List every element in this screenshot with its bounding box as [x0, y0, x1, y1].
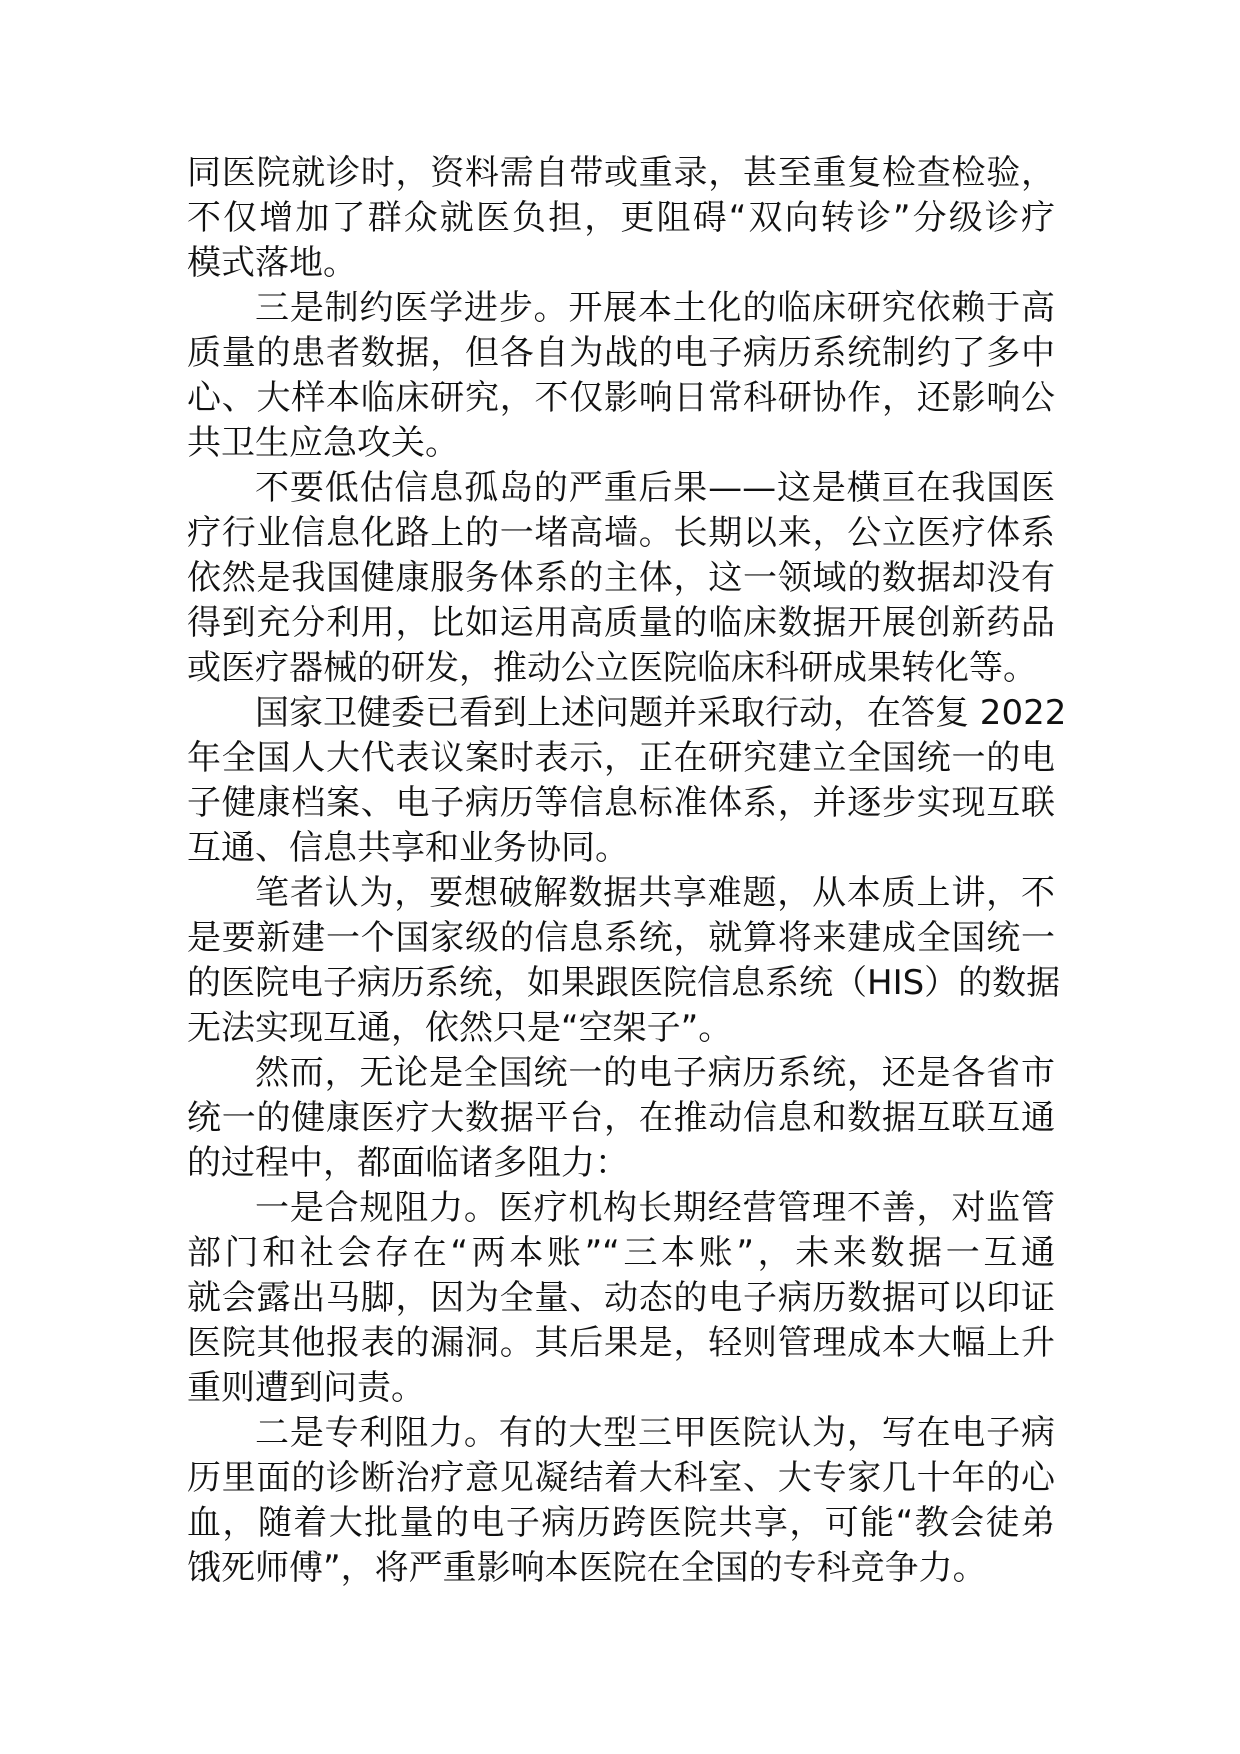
text-line: 部门和社会存在“两本账”“三本账”，未来数据一互通	[187, 1233, 1055, 1273]
body-text	[187, 151, 1067, 1591]
text-line: 不仅增加了群众就医负担，更阻碍“双向转诊”分级诊疗	[187, 198, 1055, 238]
paragraph-start-line: 三是制约医学进步。开展本土化的临床研究依赖于高	[255, 288, 1055, 328]
text-line: 重则遭到问责。	[187, 1368, 425, 1408]
text-line: 共卫生应急攻关。	[187, 423, 459, 463]
text-line: 子健康档案、电子病历等信息标准体系，并逐步实现互联	[187, 783, 1055, 823]
paragraph-start-line: 笔者认为，要想破解数据共享难题，从本质上讲，不	[255, 873, 1055, 913]
text-line: 依然是我国健康服务体系的主体，这一领域的数据却没有	[187, 558, 1055, 598]
text-line: 就会露出马脚，因为全量、动态的电子病历数据可以印证	[187, 1278, 1055, 1318]
text-line: 互通、信息共享和业务协同。	[187, 828, 629, 868]
text-line: 历里面的诊断治疗意见凝结着大科室、大专家几十年的心	[187, 1458, 1055, 1498]
paragraph-start-line: 然而，无论是全国统一的电子病历系统，还是各省市	[255, 1053, 1055, 1093]
text-line: 医院其他报表的漏洞。其后果是，轻则管理成本大幅上升	[187, 1323, 1055, 1363]
text-line: 或医疗器械的研发，推动公立医院临床科研成果转化等。	[187, 648, 1037, 688]
text-line: 的过程中，都面临诸多阻力：	[187, 1143, 629, 1183]
text-line: 年全国人大代表议案时表示，正在研究建立全国统一的电	[187, 738, 1055, 778]
text-line: 质量的患者数据，但各自为战的电子病历系统制约了多中	[187, 333, 1055, 373]
text-line: 的医院电子病历系统，如果跟医院信息系统（HIS）的数据	[187, 963, 1061, 1003]
text-line: 饿死师傅”，将严重影响本医院在全国的专科竞争力。	[187, 1548, 987, 1588]
paragraph-start-line: 一是合规阻力。医疗机构长期经营管理不善，对监管	[255, 1188, 1055, 1228]
paragraph-start-line: 不要低估信息孤岛的严重后果——这是横亘在我国医	[255, 468, 1055, 508]
text-line: 模式落地。	[187, 243, 357, 283]
text-line: 是要新建一个国家级的信息系统，就算将来建成全国统一	[187, 918, 1055, 958]
text-line: 得到充分利用，比如运用高质量的临床数据开展创新药品	[187, 603, 1055, 643]
text-line: 心、大样本临床研究，不仅影响日常科研协作，还影响公	[187, 378, 1055, 418]
paragraph-start-line: 二是专利阻力。有的大型三甲医院认为，写在电子病	[255, 1413, 1055, 1453]
text-line: 疗行业信息化路上的一堵高墙。长期以来，公立医疗体系	[187, 513, 1055, 553]
text-line: 血，随着大批量的电子病历跨医院共享，可能“教会徒弟	[187, 1503, 1055, 1543]
paragraph-start-line: 国家卫健委已看到上述问题并采取行动，在答复 2022	[255, 693, 1067, 733]
text-line: 统一的健康医疗大数据平台，在推动信息和数据互联互通	[187, 1098, 1055, 1138]
text-line: 同医院就诊时，资料需自带或重录，甚至重复检查检验，	[187, 153, 1055, 193]
text-line: 无法实现互通，依然只是“空架子”。	[187, 1008, 733, 1048]
